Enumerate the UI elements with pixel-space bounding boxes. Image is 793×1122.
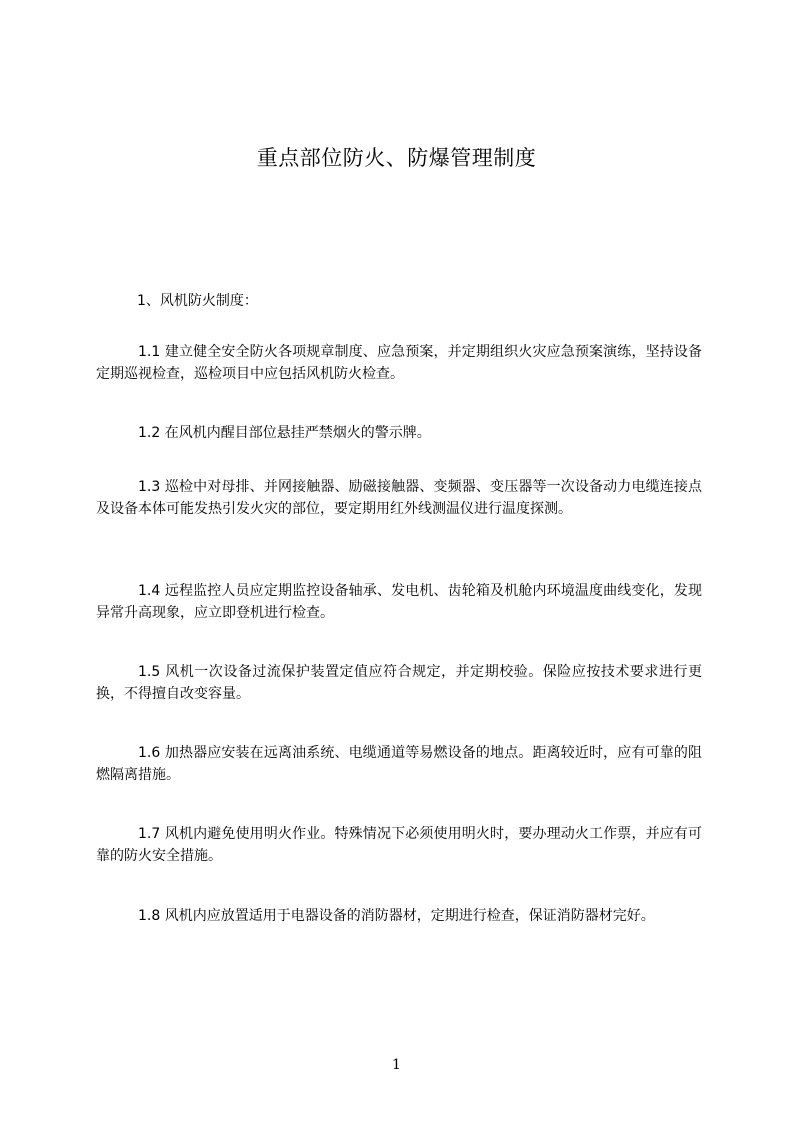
paragraph-1-4: 1.4 远程监控人员应定期监控设备轴承、发电机、齿轮箱及机舱内环境温度曲线变化，发现异常升高现象，应立即登机进行检查。 [96, 583, 702, 621]
paragraph-1-7: 1.7 风机内避免使用明火作业。特殊情况下必须使用明火时，要办理动火工作票，并应有可靠的防火安全措施。 [96, 826, 702, 864]
page-title: 重点部位防火、防爆管理制度 [256, 146, 537, 170]
paragraph-1-2: 1.2 在风机内醒目部位悬挂严禁烟火的警示牌。 [138, 425, 431, 441]
paragraph-1-8: 1.8 风机内应放置适用于电器设备的消防器材，定期进行检查，保证消防器材完好。 [138, 908, 655, 924]
paragraph-1-1: 1.1 建立健全安全防火各项规章制度、应急预案，并定期组织火灾应急预案演练，坚持设备定期巡视检查，巡检项目中应包括风机防火检查。 [96, 344, 702, 382]
page-number: 1 [392, 1057, 401, 1073]
paragraph-1-5: 1.5 风机一次设备过流保护装置定值应符合规定，并定期校验。保险应按技术要求进行更换，不得擅自改变容量。 [96, 664, 702, 702]
paragraph-1-6: 1.6 加热器应安装在远离油系统、电缆通道等易燃设备的地点。距离较近时，应有可靠的阻燃隔离措施。 [96, 745, 702, 783]
paragraph-1-3: 1.3 巡检中对母排、并网接触器、励磁接触器、变频器、变压器等一次设备动力电缆连接点及设备本体可能发热引发火灾的部位，要定期用红外线测温仪进行温度探测。 [96, 479, 702, 517]
section-heading: 1、风机防火制度： [137, 293, 258, 309]
